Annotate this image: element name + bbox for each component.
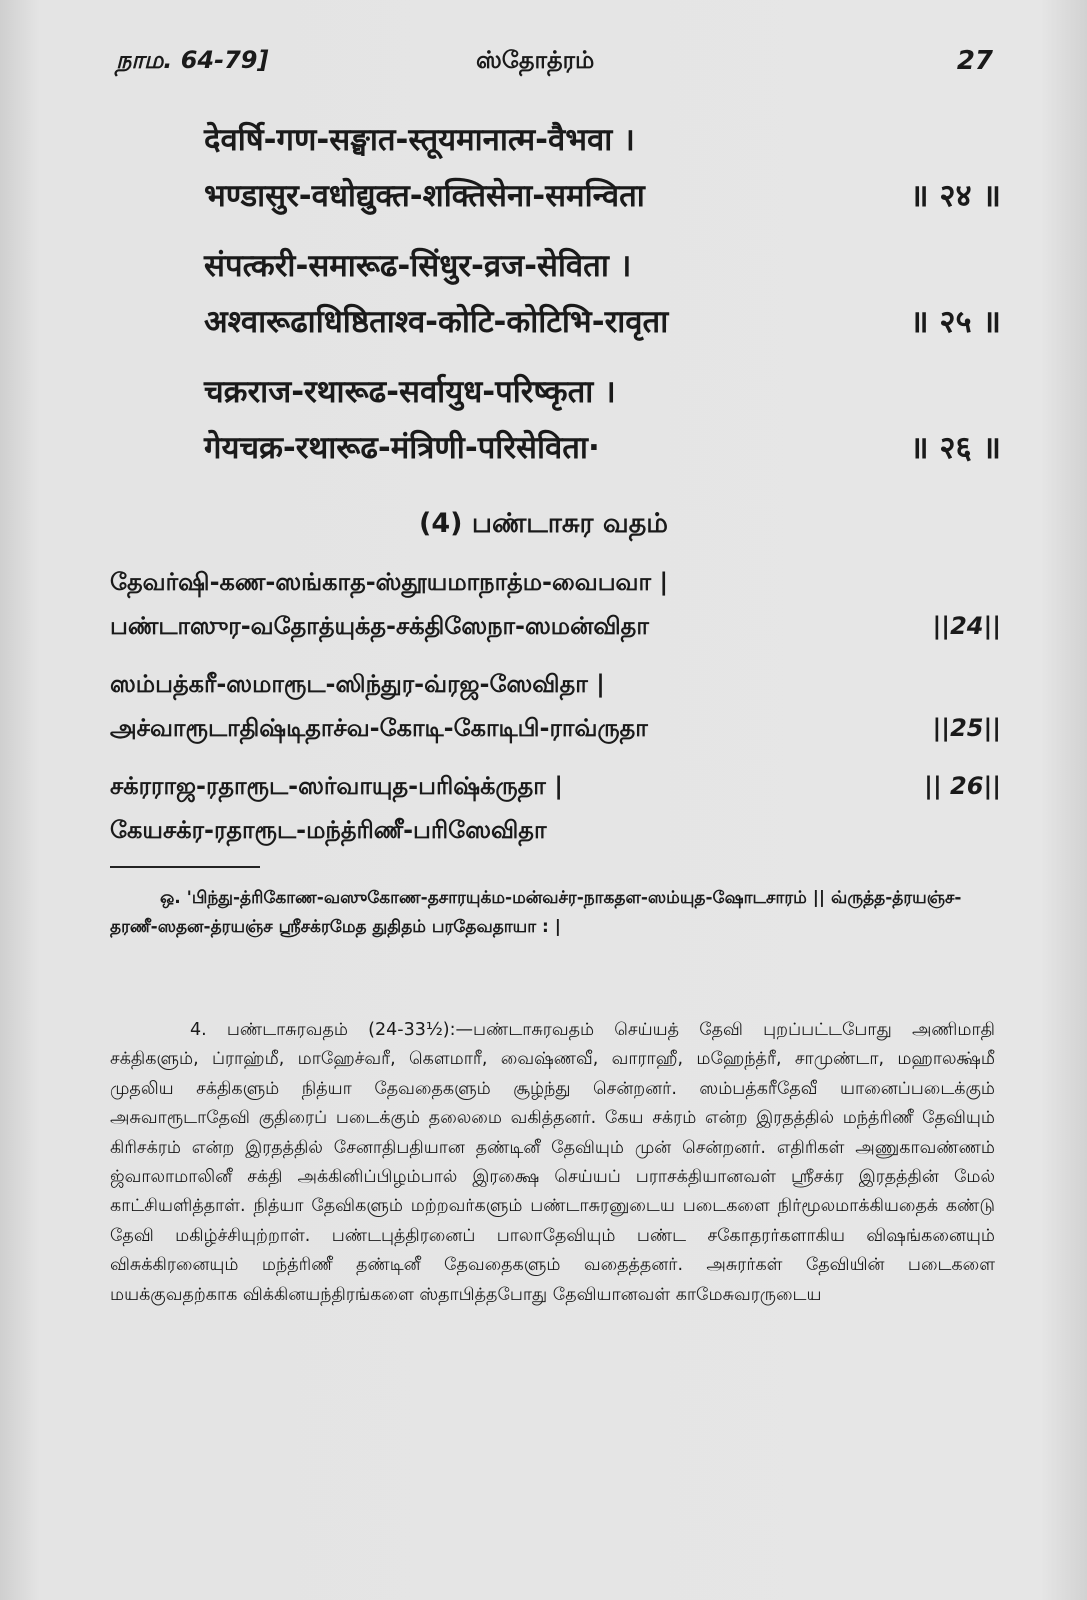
tamil-line (110, 662, 1001, 706)
verse-number: ॥ २४ ॥ (910, 178, 1001, 214)
sanskrit-line (204, 364, 1001, 420)
tamil-line (110, 604, 1001, 648)
page-header (116, 46, 993, 86)
tamil-verse-block (110, 560, 1001, 852)
commentary-paragraph: 4. பண்டாசுரவதம் (24-33½):—பண்டாசுரவதம் செய்யத் தேவி புறப்பட்டபோது அணிமாதி சக்திகளும், ப்ராஹ்மீ, மாஹேச்வரீ, கௌமாரீ, வைஷ்ணவீ, வாராஹீ, மஹேந்த்ரீ, சாமுண்டா, மஹாலக்ஷ்மீ முதலிய சக்திகளும் நித்யா தேவதைகளும் சூழ்ந்து சென்றனர். ஸம்பத்கரீதேவீ யானைப்படைக்கும் அசுவாரூடாதேவி குதிரைப் படைக்கும் தலைமை வகித்தனர். கேய சக்ரம் என்ற இரதத்தில் மந்த்ரிணீ தேவியும் கிரிசக்ரம் என்ற இரதத்தில் சேனாதிபதியான தண்டினீ தேவியும் முன் சென்றனர். எதிரிகள் அணுகாவண்ணம் ஜ்வாலாமாலினீ சக்தி அக்கினிப்பிழம்பால் இரக்ஷை செய்யப் பராசக்தியானவள் ஸ்ரீசக்ர இரதத்தின் மேல் காட்சியளித்தாள். நித்யா தேவிகளும் மற்றவர்களும் பண்டாசுரனுடைய படைகளை நிர்மூலமாக்கியதைக் கண்டு தேவி மகிழ்ச்சியுற்றாள். பண்டபுத்திரனைப் பாலாதேவியும் பண்ட சகோதரர்களாகிய விஷங்கனையும் விசுக்கிரனையும் மந்த்ரிணீ தண்டினீ தேவதைகளும் வதைத்தனர். அசுரர்கள் தேவியின் படைகளை மயக்குவதற்காக விக்கினயந்திரங்களை ஸ்தாபித்தபோது தேவியானவள் காமேசுவரருடைய (110, 1020, 995, 1305)
verse-text: संपत्करी-समारूढ-सिंधुर-व्रज-सेविता । (204, 248, 632, 284)
chapter-range: நாம. 64-79] (116, 46, 269, 74)
verse-text: देवर्षि-गण-सङ्घात-स्तूयमानात्म-वैभवा । (204, 122, 635, 158)
footnote: ஒ. 'பிந்து-த்ரிகோண-வஸுகோண-தசாரயுக்ம-மன்வச்ர-நாகதள-ஸம்யுத-ஷோடசாரம் || வ்ருத்த-த்ரயஞ்ச-தரணீ-ஸதன-த்ரயஞ்ச ஸ்ரீசக்ரமேத துதிதம் பரதேவதாயா : | (110, 888, 962, 937)
tamil-line (110, 764, 1001, 808)
verse-text: கேயசக்ர-ரதாரூட-மந்த்ரிணீ-பரிஸேவிதா (110, 816, 547, 844)
sanskrit-line (204, 420, 1001, 476)
verse-text: தேவர்ஷி-கண-ஸங்காத-ஸ்தூயமாநாத்ம-வைபவா | (110, 568, 669, 596)
section-title: (4) பண்டாசுர வதம் (418, 508, 669, 539)
verse-number: || 26|| (924, 772, 1001, 800)
verse-text: भण्डासुर-वधोद्युक्त-शक्तिसेना-समन्विता (204, 178, 645, 214)
sanskrit-verse-block (204, 112, 1001, 476)
sanskrit-line (204, 294, 1001, 350)
verse-number: ॥ २६ ॥ (910, 430, 1001, 466)
verse-text: ஸம்பத்கரீ-ஸமாரூட-ஸிந்துர-வ்ரஜ-ஸேவிதா | (110, 670, 605, 698)
verse-text: சக்ரராஜ-ரதாரூட-ஸர்வாயுத-பரிஷ்க்ருதா | (110, 772, 563, 800)
verse-text: அச்வாரூடாதிஷ்டிதாச்வ-கோடி-கோடிபி-ராவ்ருதா (110, 714, 648, 742)
sanskrit-line (204, 112, 1001, 168)
verse-text: பண்டாஸுர-வதோத்யுக்த-சக்திஸேநா-ஸமன்விதா (110, 612, 649, 640)
verse-text: गेयचक्र-रथारूढ-मंत्रिणी-परिसेविता· (204, 430, 600, 466)
tamil-line (110, 560, 1001, 604)
verse-text: चक्रराज-रथारूढ-सर्वायुध-परिष्कृता । (204, 374, 616, 410)
running-title: ஸ்தோத்ரம் (476, 46, 595, 74)
sanskrit-line (204, 238, 1001, 294)
verse-number: ||25|| (932, 714, 1001, 742)
verse-number: ||24|| (932, 612, 1001, 640)
tamil-line (110, 808, 1001, 852)
page-number: 27 (956, 46, 993, 76)
verse-number: ॥ २५ ॥ (910, 304, 1001, 340)
verse-text: अश्वारूढाधिष्ठिताश्व-कोटि-कोटिभि-रावृता (204, 304, 669, 340)
sanskrit-line (204, 168, 1001, 224)
tamil-line (110, 706, 1001, 750)
footnote-divider (110, 866, 260, 868)
